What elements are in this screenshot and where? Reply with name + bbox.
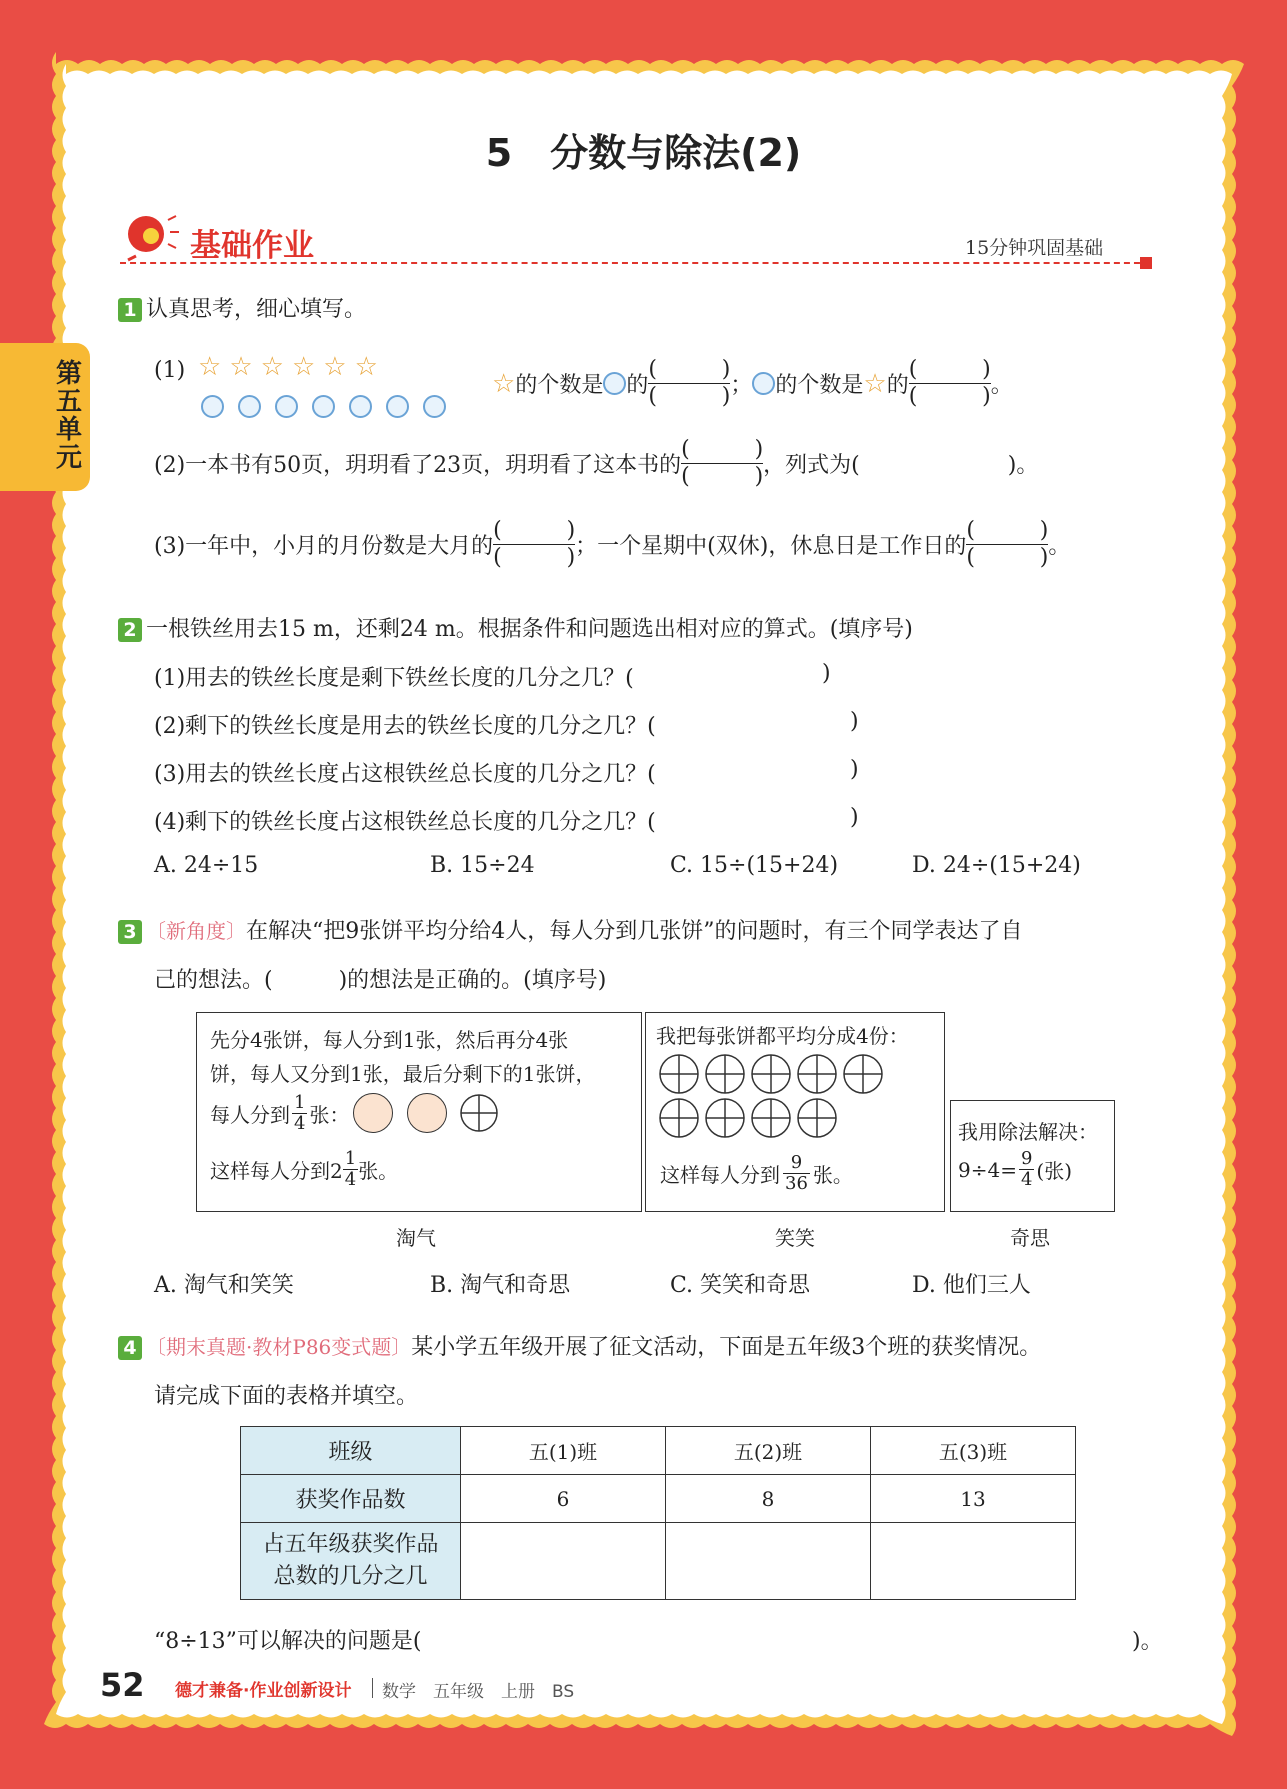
q4-footer-question: “8÷13”可以解决的问题是( xyxy=(154,1629,422,1654)
q3-option-c[interactable]: C. 笑笑和奇思 xyxy=(670,1273,811,1298)
footer-brand: 德才兼备·作业创新设计 xyxy=(175,1681,352,1701)
q3-tag: 〔新角度〕 xyxy=(146,919,246,943)
q1-p2-sentence: (2)一本书有50页，玥玥看了23页，玥玥看了这本书的 ( ) ( ) ，列式为( )。 xyxy=(154,437,1039,489)
q2-item-3-close[interactable]: ) xyxy=(850,757,859,782)
q3-option-a[interactable]: A. 淘气和笑笑 xyxy=(154,1273,294,1298)
star-icon: ☆ xyxy=(863,368,887,399)
star-icon: ☆ xyxy=(492,368,516,399)
q1-prompt: 认真思考，细心填写。 xyxy=(146,297,367,322)
page-title: 5 分数与除法(2) xyxy=(485,131,802,175)
fraction-blank[interactable]: ( ) ( ) xyxy=(493,518,576,570)
circle-icon xyxy=(238,395,261,418)
q3-option-d[interactable]: D. 他们三人 xyxy=(912,1273,1031,1298)
fraction-blank[interactable]: ( ) ( ) xyxy=(681,437,764,489)
footer-separator xyxy=(372,1678,373,1698)
table-cell: 8 xyxy=(666,1475,871,1523)
taoqi-line-4: 这样每人分到2 $\frac{1}{4}$ 张。 xyxy=(210,1148,399,1190)
quartered-pancake-icon xyxy=(798,1099,836,1137)
table-row-label: 获奖作品数 xyxy=(241,1475,461,1523)
q1-p3-text: ；一个星期中(双休)，休息日是工作日的 xyxy=(575,534,967,559)
q3-prompt-line-2: 己的想法。( )的想法是正确的。(填序号) xyxy=(154,968,607,993)
star-icon: ☆ xyxy=(323,352,355,382)
q4-prompt: 某小学五年级开展了征文活动，下面是五年级3个班的获奖情况。 xyxy=(411,1335,1042,1360)
qisi-line-1: 我用除法解决： xyxy=(958,1120,1098,1144)
circle-icon xyxy=(312,395,335,418)
q1-p1-text: 的 xyxy=(626,373,649,398)
q3-prompt: 在解决“把9张饼平均分给4人，每人分到几张饼”的问题时，有三个同学表达了自 xyxy=(246,919,1023,944)
divider-end-marker xyxy=(1140,257,1152,269)
table-row-label: 占五年级获奖作品 总数的几分之几 xyxy=(241,1523,461,1600)
quartered-pancake-icon xyxy=(752,1099,790,1137)
q1-p3-text: (3)一年中，小月的月份数是大月的 xyxy=(154,534,494,559)
fraction-blank[interactable]: ( ) ( ) xyxy=(648,357,731,409)
quartered-pancake-icon xyxy=(660,1099,698,1137)
q3-number: 3 xyxy=(118,920,142,944)
q1-p1-text: 的个数是 xyxy=(515,373,604,398)
answer-cell[interactable] xyxy=(666,1523,871,1600)
q3-option-b[interactable]: B. 淘气和奇思 xyxy=(430,1273,571,1298)
quartered-pancake-icon xyxy=(459,1093,499,1133)
xiaoxiao-line-2: 这样每人分到 $\frac{9}{36}$ 张。 xyxy=(660,1152,853,1194)
q2-option-c[interactable]: C. 15÷(15+24) xyxy=(670,853,839,878)
q1-number: 1 xyxy=(118,298,142,322)
quartered-pancake-icon xyxy=(660,1055,698,1093)
q1-p3-sentence: (3)一年中，小月的月份数是大月的 ( ) ( ) ；一个星期中(双休)，休息日是工作日的 ( ) ( ) 。 xyxy=(154,518,1071,570)
quartered-pancake-icon xyxy=(798,1055,836,1093)
awards-table xyxy=(240,1426,1076,1600)
circle-icon xyxy=(752,372,775,395)
q2-item-4-close[interactable]: ) xyxy=(850,805,859,830)
table-row xyxy=(241,1427,1076,1475)
fraction-blank[interactable]: ( ) ( ) xyxy=(908,357,991,409)
star-icon: ☆ xyxy=(354,352,386,382)
q2-number: 2 xyxy=(118,618,142,642)
q1-p2-text: ，列式为( xyxy=(763,453,860,478)
unit-side-tab-label: 第五单元 xyxy=(56,359,83,473)
table-cell: 13 xyxy=(871,1475,1076,1523)
q2-prompt-line xyxy=(118,612,913,643)
quartered-pancake-icon xyxy=(844,1055,882,1093)
circle-icon xyxy=(349,395,372,418)
table-cell: 6 xyxy=(461,1475,666,1523)
q2-item-4: (4)剩下的铁丝长度占这根铁丝总长度的几分之几？( xyxy=(154,810,656,835)
circle-icon xyxy=(275,395,298,418)
fraction-blank[interactable]: ( ) ( ) xyxy=(966,518,1049,570)
taoqi-line-2: 饼，每人又分到1张，最后分剩下的1张饼， xyxy=(210,1062,596,1086)
q4-footer-end[interactable]: )。 xyxy=(1132,1629,1163,1654)
q1-p1-label: (1) xyxy=(154,358,186,383)
circle-row xyxy=(201,395,446,418)
circle-icon xyxy=(423,395,446,418)
q1-p1-sentence: ☆ 的个数是 的 ( ) ( ) ； 的个数是 ☆ 的 ( ) ( ) 。 xyxy=(492,357,1013,409)
quartered-pancake-icon xyxy=(706,1099,744,1137)
quartered-pancakes-grid xyxy=(656,1052,896,1142)
table-header-cell: 五(2)班 xyxy=(666,1427,871,1475)
taoqi-line-3: 每人分到 $\frac{1}{4}$ 张： xyxy=(210,1093,499,1133)
circle-icon xyxy=(603,372,626,395)
q2-option-b[interactable]: B. 15÷24 xyxy=(430,853,535,878)
qisi-line-2: 9÷4= $\frac{9}{4}$ (张) xyxy=(958,1148,1073,1190)
pancake-icon xyxy=(353,1093,393,1133)
footer-info: 数学 五年级 上册 BS xyxy=(382,1682,575,1702)
star-icon: ☆ xyxy=(198,352,230,382)
q3-prompt-line-1 xyxy=(118,914,1023,945)
q2-item-1: (1)用去的铁丝长度是剩下铁丝长度的几分之几？( xyxy=(154,666,634,691)
answer-cell[interactable] xyxy=(871,1523,1076,1600)
q1-p1-text: 的 xyxy=(886,373,909,398)
q1-prompt-line xyxy=(118,292,366,323)
q2-item-2-close[interactable]: ) xyxy=(850,709,859,734)
taoqi-line-1: 先分4张饼，每人分到1张，然后再分4张 xyxy=(210,1028,569,1052)
star-icon: ☆ xyxy=(260,352,292,382)
q2-item-1-close[interactable]: ) xyxy=(822,661,831,686)
q4-prompt-line-2: 请完成下面的表格并填空。 xyxy=(154,1384,419,1409)
answer-cell[interactable] xyxy=(461,1523,666,1600)
q2-item-2: (2)剩下的铁丝长度是用去的铁丝长度的几分之几？( xyxy=(154,714,656,739)
q4-number: 4 xyxy=(118,1336,142,1360)
quartered-pancake-icon xyxy=(706,1055,744,1093)
section-divider xyxy=(120,262,1150,264)
xiaoxiao-line-1: 我把每张饼都平均分成4份： xyxy=(656,1024,909,1048)
q2-option-d[interactable]: D. 24÷(15+24) xyxy=(912,853,1081,878)
q2-prompt: 一根铁丝用去15 m，还剩24 m。根据条件和问题选出相对应的算式。(填序号) xyxy=(146,617,913,642)
table-row xyxy=(241,1475,1076,1523)
section-heading: 基础作业 xyxy=(190,228,314,264)
table-header-cell: 五(3)班 xyxy=(871,1427,1076,1475)
circle-icon xyxy=(386,395,409,418)
xiaoxiao-name: 笑笑 xyxy=(775,1226,815,1250)
q1-p1-text: ； xyxy=(730,373,753,398)
table-header-cell: 五(1)班 xyxy=(461,1427,666,1475)
q2-item-3: (3)用去的铁丝长度占这根铁丝总长度的几分之几？( xyxy=(154,762,656,787)
q4-prompt-line-1 xyxy=(118,1330,1041,1361)
q4-tag: 〔期末真题·教材P86变式题〕 xyxy=(146,1335,412,1359)
lightbulb-icon xyxy=(118,210,180,270)
table-header-cell: 班级 xyxy=(241,1427,461,1475)
pancake-icon xyxy=(407,1093,447,1133)
star-row xyxy=(198,352,386,382)
qisi-name: 奇思 xyxy=(1010,1226,1050,1250)
section-note: 15分钟巩固基础 xyxy=(965,237,1104,259)
taoqi-name: 淘气 xyxy=(396,1226,436,1250)
q2-option-a[interactable]: A. 24÷15 xyxy=(154,853,259,878)
quartered-pancake-icon xyxy=(752,1055,790,1093)
circle-icon xyxy=(201,395,224,418)
table-row xyxy=(241,1523,1076,1600)
q1-p1-text: 的个数是 xyxy=(775,373,864,398)
q1-p2-text: (2)一本书有50页，玥玥看了23页，玥玥看了这本书的 xyxy=(154,453,682,478)
star-icon: ☆ xyxy=(229,352,261,382)
page-number: 52 xyxy=(100,1666,145,1704)
star-icon: ☆ xyxy=(291,352,324,382)
